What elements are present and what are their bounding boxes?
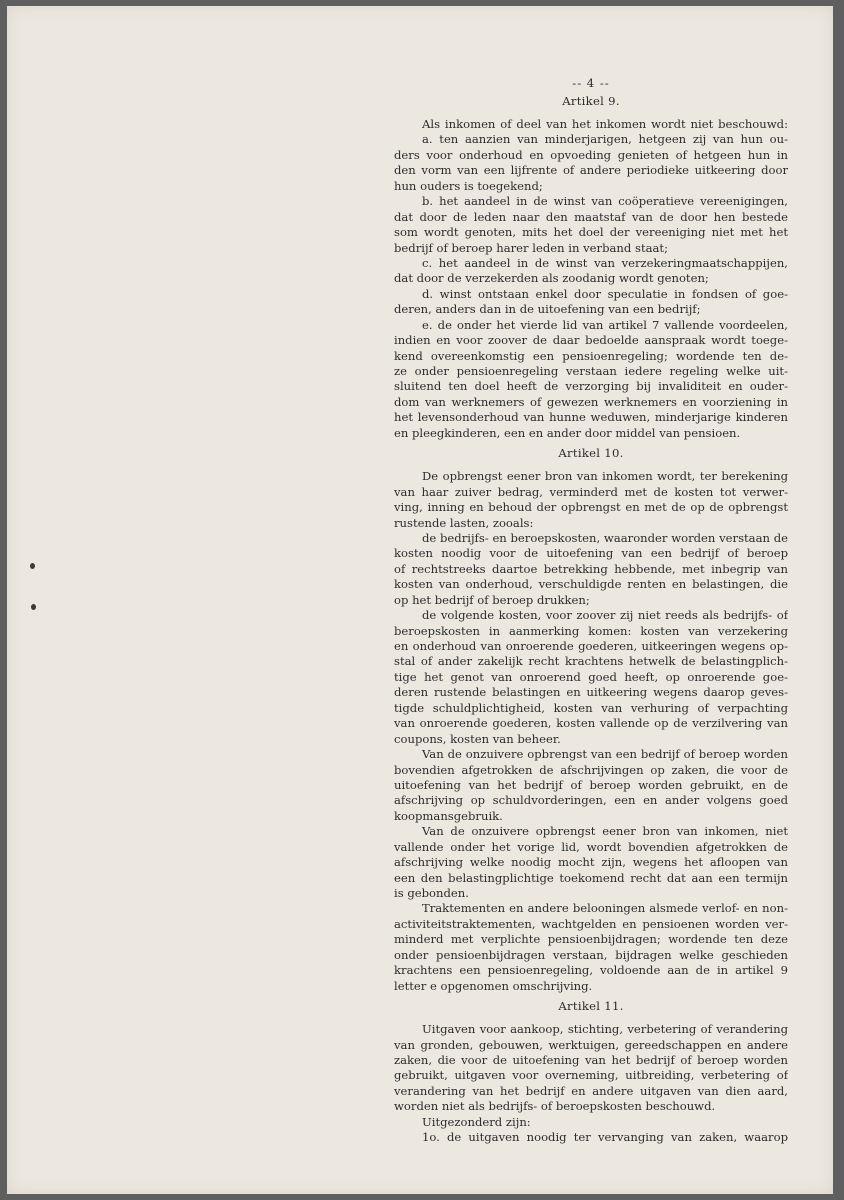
text-line: of rechtstreeks daartoe betrekking hebbende, met inbegrip van [394,561,788,576]
text-line: b. het aandeel in de winst van coöperatieve vereenigingen, [422,194,788,209]
text-line: tigde schuldplichtigheid, kosten van verhuring of verpachting [394,700,788,715]
text-line: zaken, die voor de uitoefening van het bedrijf of beroep worden [394,1052,788,1067]
page-number: -- 4 -- [572,76,610,90]
article-10-body [394,469,788,994]
text-line: Van de onzuivere opbrengst van een bedrijf of beroep worden [422,747,788,762]
text-line: De opbrengst eener bron van inkomen wordt, ter berekening [422,469,788,484]
text-line: hun ouders is toegekend; [394,178,543,193]
punch-hole-lower [31,604,36,610]
text-column [394,76,788,1146]
text-line: Als inkomen of deel van het inkomen wordt niet beschouwd: [422,117,788,131]
text-line: deren rustende belastingen en uitkeering wegens daarop geves- [394,685,788,700]
article-9-body [394,117,788,441]
text-line: uitoefening van het bedrijf of beroep worden gebruikt, en de [394,777,788,792]
text-line: op het bedrijf of beroep drukken; [394,592,590,607]
text-line: deren, anders dan in de uitoefening van een bedrijf; [394,302,701,317]
text-line: Traktementen en andere belooningen alsmede verlof- en non- [422,901,788,916]
text-line: som wordt genoten, mits het doel der vereeniging niet met het [394,225,788,240]
text-line: dat door de leden naar den maatstaf van de door hen bestede [394,209,788,224]
text-line: onder pensioenbijdragen verstaan, bijdragen welke geschieden [394,947,788,962]
text-line: en onderhoud van onroerende goederen, uitkeeringen wegens op- [394,639,788,653]
text-line: de volgende kosten, voor zoover zij niet reeds als bedrijfs- of [422,608,788,623]
text-line: tige het genot van onroerend goed heeft, op onroerende goe- [394,669,788,684]
text-line: dom van werknemers of gewezen werknemers en voorziening in [394,394,788,409]
text-line: ving, inning en behoud der opbrengst en met de op de opbrengst [394,500,788,515]
text-line: en pleegkinderen, een en ander door middel van pensioen. [394,425,741,440]
text-line: Uitgezonderd zijn: [422,1114,531,1129]
text-line: stal of ander zakelijk recht krachtens hetwelk de belastingplich- [394,654,788,669]
text-line: van gronden, gebouwen, werktuigen, gereedschappen en andere [394,1037,788,1052]
text-line: worden niet als bedrijfs- of beroepskosten beschouwd. [394,1099,716,1114]
text-line: van haar zuiver bedrag, verminderd met de kosten tot verwer- [394,484,788,499]
text-line: kend overeenkomstig een pensioenregeling; wordende ten de- [394,348,788,363]
text-line: indien en voor zoover de daar bedoelde aanspraak wordt toege- [394,333,788,348]
text-line: afschrijving op schuldvorderingen, een en ander volgens goed [394,793,788,808]
text-line: activiteitstraktementen, wachtgelden en pensioenen worden ver- [394,916,788,931]
text-line: rustende lasten, zooals: [394,515,534,530]
text-line: gebruikt, uitgaven voor overneming, uitbreiding, verbetering of [394,1068,788,1083]
text-line: beroepskosten in aanmerking komen: kosten van verzekering [394,623,788,638]
text-line: kosten noodig voor de uitoefening van een bedrijf of beroep [394,546,788,561]
text-line: ze onder pensioenregeling verstaan iedere regeling welke uit- [394,364,788,378]
text-line: letter e opgenomen omschrijving. [394,978,593,993]
text-line: coupons, kosten van beheer. [394,731,561,746]
text-line: krachtens een pensioenregeling, voldoende aan de in artikel 9 [394,963,788,978]
text-line: e. de onder het vierde lid van artikel 7 vallende voordeelen, [422,317,788,332]
text-line: c. het aandeel in de winst van verzekeringmaatschappijen, [422,255,788,270]
text-line: een den belastingplichtige toekomend recht dat aan een termijn [394,870,788,885]
text-line: sluitend ten doel heeft de verzorging bij invaliditeit en ouder- [394,379,788,394]
article-10-heading: Artikel 10. [558,446,624,461]
text-line: vallende onder het vorige lid, wordt bovendien afgetrokken de [394,839,788,854]
text-line: Van de onzuivere opbrengst eener bron van inkomen, niet [422,824,788,839]
article-11-body [394,1022,788,1146]
text-line: Uitgaven voor aankoop, stichting, verbetering of verandering [422,1022,788,1037]
text-line: het levensonderhoud van hunne weduwen, minderjarige kinderen [394,410,788,425]
text-line: a. ten aanzien van minderjarigen, hetgeen zij van hun ou- [422,132,788,147]
text-line: de bedrijfs- en beroepskosten, waaronder worden verstaan de [422,530,788,545]
text-line: 1o. de uitgaven noodig ter vervanging van zaken, waarop [422,1130,788,1145]
text-line: dat door de verzekerden als zoodanig wordt genoten; [394,271,709,286]
text-line: ders voor onderhoud en opvoeding genieten of hetgeen hun in [394,147,788,162]
text-line: van onroerende goederen, kosten vallende op de verzilvering van [394,716,788,731]
text-line: den vorm van een lijfrente of andere periodieke uitkeering door [394,163,788,178]
punch-hole-upper [30,563,35,569]
text-line: minderd met verplichte pensioenbijdragen; wordende ten deze [394,932,788,947]
text-line: koopmansgebruik. [394,808,503,823]
text-line: bovendien afgetrokken de afschrijvingen op zaken, die voor de [394,762,788,777]
text-line: is gebonden. [394,886,469,900]
article-9-heading: Artikel 9. [562,94,620,108]
article-11-heading: Artikel 11. [558,999,624,1014]
text-line: afschrijving welke noodig mocht zijn, wegens het afloopen van [394,855,788,870]
text-line: bedrijf of beroep harer leden in verband staat; [394,240,668,255]
text-line: verandering van het bedrijf en andere uitgaven van dien aard, [394,1083,788,1098]
text-line: kosten van onderhoud, verschuldigde renten en belastingen, die [394,577,788,592]
text-line: d. winst ontstaan enkel door speculatie in fondsen of goe- [422,286,788,301]
